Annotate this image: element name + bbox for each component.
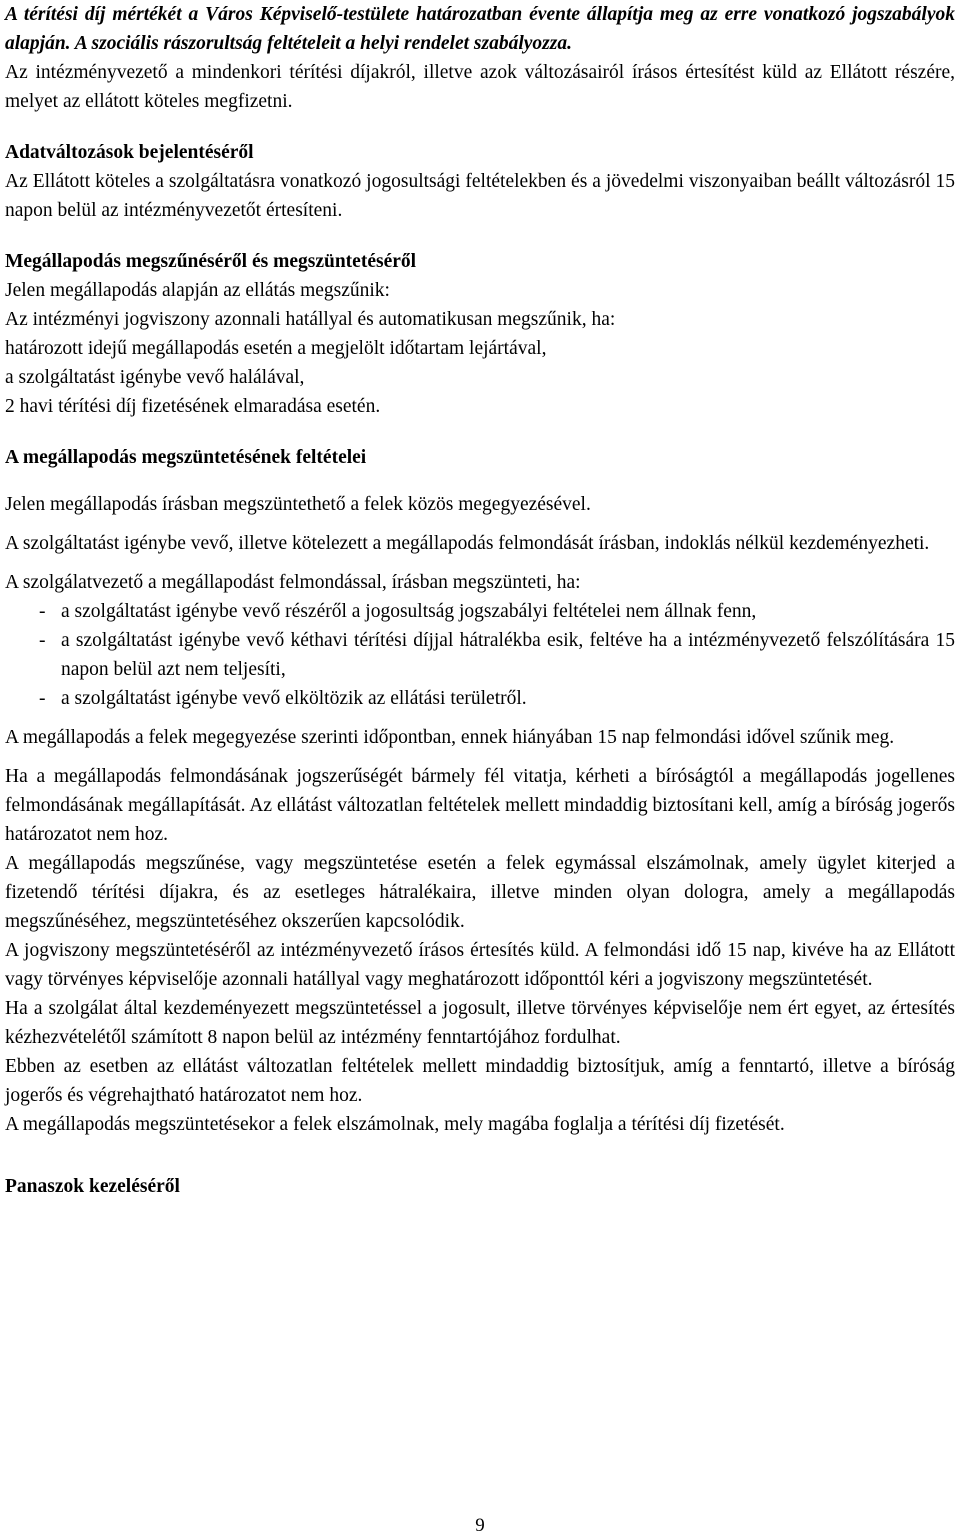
paragraph-appeal: Ha a szolgálat által kezdeményezett megszüntetéssel a jogosult, illetve törvényes képviselője nem ért egyet, az értesítés kézhezvételétől számított 8 napon belül az intézmény fenntartójához fordulhat.: [5, 998, 955, 1048]
list-item: - a szolgáltatást igénybe vevő elköltözik az ellátási területről.: [39, 684, 955, 713]
paragraph-notice-period: A megállapodás a felek megegyezése szerinti időpontban, ennek hiányában 15 nap felmondási idővel szűnik meg.: [5, 727, 895, 748]
termination-reasons-list: [5, 597, 955, 713]
paragraph-mutual-agreement: Jelen megállapodás írásban megszüntethető a felek közös megegyezésével.: [5, 494, 591, 515]
heading-complaints: Panaszok kezeléséről: [5, 1176, 180, 1197]
list-item: - a szolgáltatást igénybe vevő kéthavi térítési díjjal hátralékba esik, feltéve ha a intézményvezető felszólítására 15 napon belül azt nem teljesíti,: [39, 626, 955, 684]
heading-termination: Megállapodás megszűnéséről és megszüntetéséről: [5, 251, 417, 272]
termination-line: 2 havi térítési díj fizetésének elmaradása esetén.: [5, 396, 381, 417]
paragraph-continued-service: Ebben az esetben az ellátást változatlan feltételek mellett mindaddig biztosítjuk, amíg a fenntartó, illetve a bíróság jogerős és végrehajtható határozatot nem hoz.: [5, 1056, 955, 1106]
paragraph-settlement: A megállapodás megszűnése, vagy megszüntetése esetén a felek egymással elszámolnak, amely ügylet kiterjed a fizetendő térítési díjakra, és az esetleges hátralékaira, illetve minden olyan dologra, amely a megállapodás megszűnéséhez, megszüntetéséhez okszerűen kapcsolódik.: [5, 853, 955, 932]
intro-paragraph-notice: Az intézményvezető a mindenkori térítési díjakról, illetve azok változásairól írásos értesítést küld az Ellátott részére, melyet az ellátott köteles megfizetni.: [5, 62, 955, 112]
paragraph-client-termination: A szolgáltatást igénybe vevő, illetve kötelezett a megállapodás felmondását írásban, indoklás nélkül kezdeményezheti.: [5, 533, 930, 554]
paragraph-final-settlement: A megállapodás megszüntetésekor a felek elszámolnak, mely magába foglalja a térítési díj fizetését.: [5, 1114, 785, 1135]
document-page: [5, 0, 955, 1201]
termination-line: határozott idejű megállapodás esetén a megjelölt időtartam lejártával,: [5, 338, 547, 359]
paragraph-written-notice: A jogviszony megszüntetéséről az intézményvezető írásos értesítés küld. A felmondási idő 15 nap, kivéve ha az Ellátott vagy törvényes képviselője azonnali hatállyal vagy meghatározott időponttól kéri a jogviszony megszüntetését.: [5, 940, 955, 990]
heading-termination-conditions: A megállapodás megszüntetésének feltételei: [5, 447, 367, 468]
termination-line: Jelen megállapodás alapján az ellátás megszűnik:: [5, 280, 390, 301]
heading-data-change: Adatváltozások bejelentéséről: [5, 142, 254, 163]
list-item: - a szolgáltatást igénybe vevő részéről a jogosultság jogszabályi feltételei nem állnak fenn,: [39, 597, 955, 626]
paragraph-data-change: Az Ellátott köteles a szolgáltatásra vonatkozó jogosultsági feltételekben és a jövedelmi viszonyaiban beállt változásról 15 napon belül az intézményvezetőt értesíteni.: [5, 171, 955, 221]
paragraph-service-termination: A szolgálatvezető a megállapodást felmondással, írásban megszünteti, ha:: [5, 572, 581, 593]
termination-line: a szolgáltatást igénybe vevő halálával,: [5, 367, 305, 388]
termination-line: Az intézményi jogviszony azonnali hatállyal és automatikusan megszűnik, ha:: [5, 309, 616, 330]
page-number: 9: [475, 1515, 485, 1536]
paragraph-dispute: Ha a megállapodás felmondásának jogszerűségét bármely fél vitatja, kérheti a bíróságtól a megállapodás jogellenes felmondásának megállapítását. Az ellátást változatlan feltételek mellett mindaddig biztosítani kell, amíg a bíróság jogerős határozatot nem hoz.: [5, 766, 955, 845]
intro-paragraph-fee: A térítési díj mértékét a Város Képviselő-testülete határozatban évente állapítja meg az erre vonatkozó jogszabályok alapján. A szociális rászorultság feltételeit a helyi rendelet szabályozza.: [5, 4, 955, 54]
